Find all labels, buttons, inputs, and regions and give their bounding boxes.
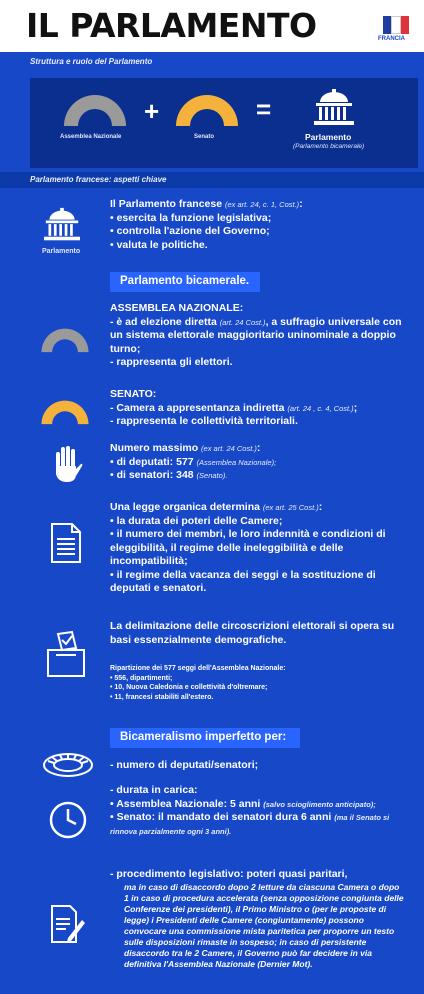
durata-senato: • Senato: il mandato dei senatori dura 6 anni (ma il Senato si rinnova parzialmente ogni 3 anni). xyxy=(110,811,390,836)
assemblea-icon xyxy=(40,326,90,354)
legge-heading: Una legge organica determina (ex art. 25 Cost.): xyxy=(110,501,323,513)
numero-heading: Numero massimo (ex art. 24 Cost.): xyxy=(110,442,261,454)
document-icon xyxy=(50,522,82,564)
page-title: IL PARLAMENTO xyxy=(26,6,317,45)
flag-label: FRANCIA xyxy=(378,36,405,42)
senato-chamber: - Camera a appresentanza indiretta (art. 24 , c. 4, Cost.); xyxy=(110,401,358,414)
ripartizione-heading: Ripartizione dei 577 seggi dell'Assemblea Nazionale: xyxy=(110,665,286,672)
senato-represents: - rappresenta le collettività territoriali. xyxy=(110,415,298,427)
senato-label: Senato xyxy=(194,134,215,140)
assemblea-heading: ASSEMBLEA NAZIONALE: xyxy=(110,302,244,314)
procedimento-text: ma in caso di disaccordo dopo 2 letture da ciascuna Camera o dopo 1 in caso di procedura accelerata (senza opposizione congiunta delle Conferenze dei presidenti), il Primo Ministro o (per le proposte di legge) i Presidenti delle Camere (congiuntamente) possono convocare una commissione mista paritetica per proporre un testo sulle disposizioni rimaste in sospeso; in caso di persistente disaccordo tra le 2 Camere, il Governo può far decidere in via definitiva l'Assemblea Nazionale (Dernier Mot). xyxy=(124,882,404,969)
durata-heading: - durata in carica: xyxy=(110,784,198,796)
parliament-heading: Il Parlamento francese (ex art. 24, c. 1, Cost.): xyxy=(110,198,303,210)
parliament-functions xyxy=(110,198,410,252)
numero-senatori: • di senatori: 348 (Senato). xyxy=(110,469,228,481)
senato-arch-icon xyxy=(174,92,240,128)
assemblea-election: - è ad elezione diretta (art. 24 Cost.), a suffragio universale con un sistema elettorale maggioritario uninominale a doppio turno; xyxy=(110,315,402,355)
raised-hand-icon xyxy=(50,444,84,484)
document-pen-icon xyxy=(50,904,86,944)
numero-massimo xyxy=(110,442,410,483)
equals-sign: = xyxy=(256,94,272,124)
clock-icon xyxy=(48,800,88,840)
legge-organica xyxy=(110,501,410,596)
header xyxy=(0,0,424,52)
ripartizione-item: • 10, Nuova Caledonia e collettività d'oltremare; xyxy=(110,684,268,691)
assemblea-description xyxy=(110,302,410,370)
parliament-item: • controlla l'azione del Governo; xyxy=(110,225,270,237)
numero-deputati: • di deputati: 577 (Assemblea Nazionale); xyxy=(110,455,277,468)
imperfetto-bar: Bicameralismo imperfetto per: xyxy=(110,728,300,748)
numero-deputati-senatori: - numero di deputati/senatori; xyxy=(110,759,259,771)
durata-in-carica xyxy=(110,784,410,838)
ripartizione-item: • 556, dipartimenti; xyxy=(110,674,173,682)
assemblea-label: Assemblea Nazionale xyxy=(60,134,122,140)
senato-description xyxy=(110,388,410,429)
legge-items: • la durata dei poteri delle Camere; • il numero dei membri, le loro indennità e condizioni di eleggibilità, il regime delle ineleggibilità e delle incompatibilità; • il regime della vacanza dei seggi e la sostituzione di deputati e senatori. xyxy=(110,514,386,594)
france-flag-icon xyxy=(383,16,409,34)
section-aspects: Parlamento francese: aspetti chiave xyxy=(30,175,167,184)
ballot-box-icon xyxy=(44,630,88,678)
stadium-seats-icon xyxy=(42,752,94,778)
section-structure: Struttura e ruolo del Parlamento xyxy=(30,57,153,66)
durata-assemblea: • Assemblea Nazionale: 5 anni (salvo scioglimento anticipato); xyxy=(110,797,376,810)
assemblea-represents: - rappresenta gli elettori. xyxy=(110,356,233,368)
circoscrizioni-text: La delimitazione delle circoscrizioni elettorali si opera su basi essenzialmente demografiche. xyxy=(110,620,395,646)
parliament-icon-label: Parlamento xyxy=(42,248,81,255)
plus-sign: + xyxy=(144,96,160,126)
parliament-item: • esercita la funzione legislativa; xyxy=(110,211,272,224)
parliament-item: • valuta le politiche. xyxy=(110,238,208,251)
parliament-building-icon xyxy=(312,88,356,128)
bicameral-bar: Parlamento bicamerale. xyxy=(110,272,260,292)
parlamento-sub-label: (Parlamento bicamerale) xyxy=(293,143,365,150)
ripartizione-note xyxy=(110,664,410,702)
assemblea-arch-icon xyxy=(62,92,128,128)
parlamento-label: Parlamento xyxy=(305,132,352,142)
parliament-icon xyxy=(42,207,82,243)
senato-heading: SENATO: xyxy=(110,388,157,400)
ripartizione-item: • 11, francesi stabiliti all'estero. xyxy=(110,693,214,701)
procedimento-heading: - procedimento legislativo: poteri quasi paritari, xyxy=(110,868,348,880)
senato-icon xyxy=(40,398,90,426)
